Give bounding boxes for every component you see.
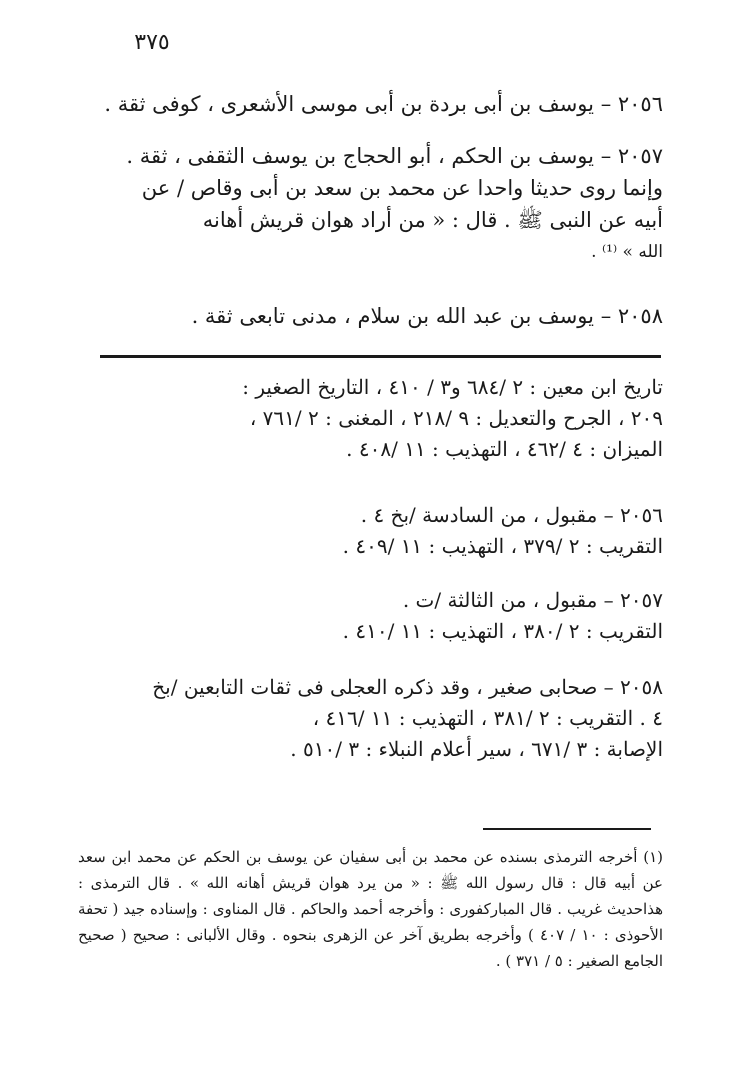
page-number: ٣٧٥ bbox=[134, 30, 170, 55]
note-2057 bbox=[88, 585, 663, 647]
note-number: ٢٠٥٦ – bbox=[603, 503, 663, 527]
entry-continuation: وإنما روى حديثا واحدا عن محمد بن سعد بن أبى وقاص / عن bbox=[141, 176, 663, 200]
note-text: مقبول ، من الثالثة /ت . bbox=[402, 588, 598, 612]
note-number: ٢٠٥٧ – bbox=[603, 588, 663, 612]
notes-general bbox=[88, 372, 663, 465]
note-line: الإصابة : ٣ /٦٧١ ، سير أعلام النبلاء : ٣ /٥١٠ . bbox=[290, 737, 663, 761]
note-line: الميزان : ٤ /٤٦٢ ، التهذيب : ١١ /٤٠٨ . bbox=[346, 437, 663, 461]
entry-text: يوسف بن الحكم ، أبو الحجاج بن يوسف الثقفى ، ثقة . bbox=[126, 144, 594, 168]
entry-2058 bbox=[93, 300, 663, 332]
entry-number: ٢٠٥٦ – bbox=[600, 92, 663, 116]
entry-number: ٢٠٥٨ – bbox=[600, 304, 663, 328]
note-2058 bbox=[88, 672, 663, 765]
section-divider bbox=[100, 355, 661, 358]
note-line: ٤ . التقريب : ٢ /٣٨١ ، التهذيب : ١١ /٤١٦ ، bbox=[312, 706, 663, 730]
note-line: التقريب : ٢ /٣٧٩ ، التهذيب : ١١ /٤٠٩ . bbox=[342, 534, 663, 558]
note-line: ٢٠٩ ، الجرح والتعديل : ٩ /٢١٨ ، المغنى : ٢ /٧٦١ ، bbox=[249, 406, 663, 430]
note-line: التقريب : ٢ /٣٨٠ ، التهذيب : ١١ /٤١٠ . bbox=[342, 619, 663, 643]
footnote-divider bbox=[483, 828, 651, 830]
entry-text: يوسف بن عبد الله بن سلام ، مدنى تابعى ثقة . bbox=[191, 304, 594, 328]
note-2056 bbox=[88, 500, 663, 562]
entry-2057 bbox=[93, 140, 663, 268]
note-text: مقبول ، من السادسة /بخ ٤ . bbox=[360, 503, 598, 527]
entry-continuation: الله » ⁽¹⁾ . bbox=[591, 242, 663, 262]
entry-continuation: أبيه عن النبى ﷺ . قال : « من أراد هوان قريش أهانه bbox=[202, 208, 663, 232]
note-line: تاريخ ابن معين : ٢ /٦٨٤ و٣ / ٤١٠ ، التاريخ الصغير : bbox=[242, 375, 663, 399]
footnote: (١) أخرجه الترمذى بسنده عن محمد بن أبى سفيان عن يوسف بن الحكم عن محمد ابن سعد عن أبيه قال : قال رسول الله ﷺ : « من يرد هوان قريش أهانه الله » . قال الترمذى : هذاحديث غريب . قال المباركفورى : وأخرجه أحمد والحاكم . قال المناوى : وإسناده جيد ( تحفة الأحوذى : ١٠ / ٤٠٧ ) وأخرجه بطريق آخر عن الزهرى بنحوه . وقال الألبانى : صحيح ( صحيح الجامع الصغير : ٥ / ٣٧١ ) . bbox=[78, 848, 663, 970]
entry-text: يوسف بن أبى بردة بن أبى موسى الأشعرى ، كوفى ثقة . bbox=[104, 92, 594, 116]
entry-2056 bbox=[93, 88, 663, 120]
note-text: صحابى صغير ، وقد ذكره العجلى فى ثقات التابعين /بخ bbox=[152, 675, 598, 699]
entry-number: ٢٠٥٧ – bbox=[600, 144, 663, 168]
note-number: ٢٠٥٨ – bbox=[603, 675, 663, 699]
